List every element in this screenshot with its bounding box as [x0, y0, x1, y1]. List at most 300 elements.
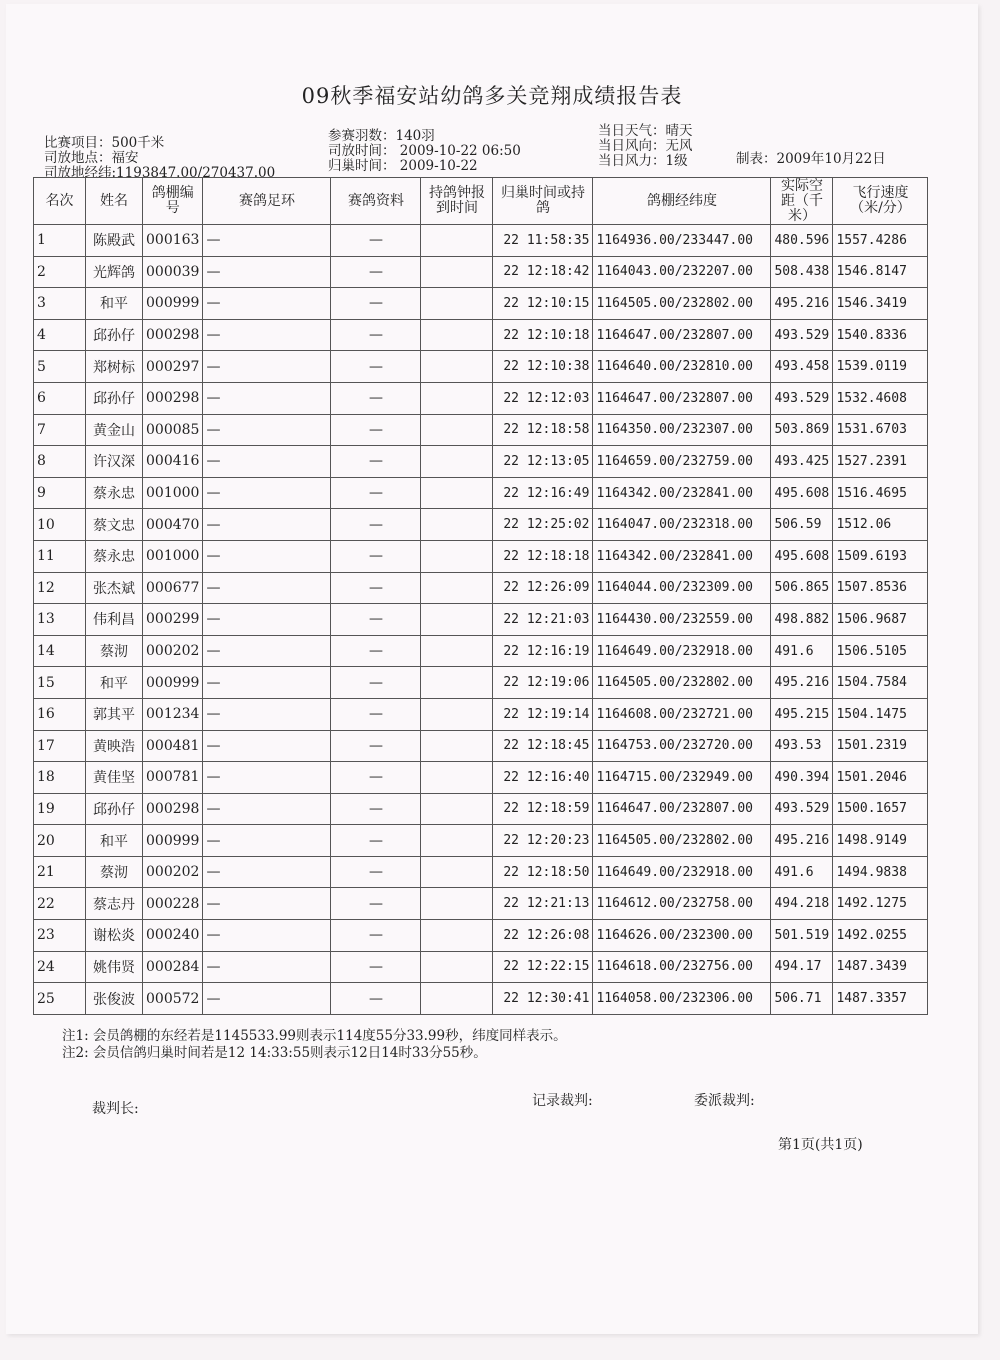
cell-name: 郑树标	[86, 351, 143, 383]
cell-coords: 1164649.00/232918.00	[593, 856, 771, 888]
table-row	[34, 983, 928, 1015]
cell-speed: 1512.06	[833, 509, 928, 541]
cell-coords: 1164505.00/232802.00	[593, 288, 771, 320]
meta-release-place: 司放地点：福安	[44, 150, 139, 166]
cell-loft-no: 000163	[143, 225, 203, 257]
cell-clock-time	[421, 414, 493, 446]
meta-release-time: 司放时间： 2009-10-22 06:50	[328, 143, 521, 159]
footnote-1: 注1: 会员鸽棚的东经若是1145533.99则表示114度55分33.99秒，纬度同样表示。	[62, 1028, 567, 1044]
cell-distance: 503.869	[771, 414, 833, 446]
cell-clock-time	[421, 635, 493, 667]
table-row	[34, 762, 928, 794]
cell-speed: 1504.1475	[833, 698, 928, 730]
cell-distance: 506.865	[771, 572, 833, 604]
cell-distance: 495.216	[771, 825, 833, 857]
cell-ring: —	[203, 319, 331, 351]
cell-clock-time	[421, 256, 493, 288]
cell-clock-time	[421, 382, 493, 414]
table-row	[34, 509, 928, 541]
cell-info: —	[331, 225, 421, 257]
cell-name: 姚伟贤	[86, 951, 143, 983]
cell-distance: 508.438	[771, 256, 833, 288]
cell-rank: 1	[34, 225, 86, 257]
col-header-name: 姓名	[86, 178, 143, 225]
cell-speed: 1539.0119	[833, 351, 928, 383]
cell-ring: —	[203, 477, 331, 509]
meta-entries: 参赛羽数：140羽	[328, 128, 435, 144]
cell-coords: 1164659.00/232759.00	[593, 446, 771, 478]
cell-loft-no: 001000	[143, 477, 203, 509]
cell-coords: 1164342.00/232841.00	[593, 477, 771, 509]
cell-name: 邱孙仔	[86, 319, 143, 351]
cell-arrival: 22 12:26:09	[493, 572, 593, 604]
cell-speed: 1546.8147	[833, 256, 928, 288]
cell-rank: 18	[34, 762, 86, 794]
cell-ring: —	[203, 288, 331, 320]
cell-name: 伟利昌	[86, 604, 143, 636]
cell-name: 张杰斌	[86, 572, 143, 604]
cell-distance: 495.608	[771, 540, 833, 572]
cell-rank: 14	[34, 635, 86, 667]
cell-clock-time	[421, 351, 493, 383]
cell-rank: 13	[34, 604, 86, 636]
cell-info: —	[331, 888, 421, 920]
cell-info: —	[331, 288, 421, 320]
results-table	[33, 177, 928, 1015]
cell-clock-time	[421, 319, 493, 351]
cell-clock-time	[421, 920, 493, 952]
cell-name: 蔡永忠	[86, 477, 143, 509]
cell-rank: 11	[34, 540, 86, 572]
footnote-2: 注2: 会员信鸽归巢时间若是12 14:33:55则表示12日14时33分55秒。	[62, 1045, 487, 1061]
cell-speed: 1492.0255	[833, 920, 928, 952]
cell-distance: 491.6	[771, 856, 833, 888]
cell-name: 郭其平	[86, 698, 143, 730]
cell-loft-no: 000202	[143, 856, 203, 888]
cell-speed: 1509.6193	[833, 540, 928, 572]
cell-coords: 1164430.00/232559.00	[593, 604, 771, 636]
cell-info: —	[331, 572, 421, 604]
cell-info: —	[331, 856, 421, 888]
cell-arrival: 22 12:10:18	[493, 319, 593, 351]
cell-speed: 1506.5105	[833, 635, 928, 667]
cell-rank: 21	[34, 856, 86, 888]
cell-info: —	[331, 983, 421, 1015]
cell-speed: 1546.3419	[833, 288, 928, 320]
table-row	[34, 225, 928, 257]
table-row	[34, 382, 928, 414]
meta-weather-info	[598, 124, 693, 169]
cell-coords: 1164047.00/232318.00	[593, 509, 771, 541]
meta-weather: 当日天气：晴天	[598, 123, 693, 139]
cell-speed: 1507.8536	[833, 572, 928, 604]
meta-wind-direction: 当日风向：无风	[598, 138, 693, 154]
cell-speed: 1501.2319	[833, 730, 928, 762]
meta-return-time: 归巢时间： 2009-10-22	[328, 158, 478, 174]
cell-clock-time	[421, 730, 493, 762]
cell-clock-time	[421, 888, 493, 920]
table-header-row	[34, 178, 928, 225]
cell-ring: —	[203, 382, 331, 414]
cell-arrival: 22 12:16:49	[493, 477, 593, 509]
cell-clock-time	[421, 604, 493, 636]
table-row	[34, 730, 928, 762]
cell-rank: 23	[34, 920, 86, 952]
col-header-speed: 飞行速度（米/分）	[833, 178, 928, 225]
cell-arrival: 22 12:21:03	[493, 604, 593, 636]
cell-info: —	[331, 667, 421, 699]
signature-appointed-judge: 委派裁判:	[694, 1093, 755, 1109]
cell-speed: 1487.3439	[833, 951, 928, 983]
meta-race-item: 比赛项目：500千米	[44, 135, 165, 151]
cell-speed: 1498.9149	[833, 825, 928, 857]
cell-clock-time	[421, 698, 493, 730]
cell-ring: —	[203, 920, 331, 952]
cell-arrival: 22 12:21:13	[493, 888, 593, 920]
cell-distance: 493.529	[771, 793, 833, 825]
cell-ring: —	[203, 414, 331, 446]
cell-name: 黄佳坚	[86, 762, 143, 794]
cell-name: 蔡沏	[86, 856, 143, 888]
col-header-distance: 实际空距（千米）	[771, 178, 833, 225]
cell-distance: 493.458	[771, 351, 833, 383]
cell-coords: 1164044.00/232309.00	[593, 572, 771, 604]
cell-arrival: 22 12:16:40	[493, 762, 593, 794]
cell-ring: —	[203, 983, 331, 1015]
cell-name: 邱孙仔	[86, 793, 143, 825]
cell-info: —	[331, 825, 421, 857]
table-row	[34, 477, 928, 509]
meta-wind-force: 当日风力：1级	[598, 153, 688, 169]
cell-ring: —	[203, 825, 331, 857]
cell-coords: 1164043.00/232207.00	[593, 256, 771, 288]
cell-rank: 7	[34, 414, 86, 446]
cell-rank: 22	[34, 888, 86, 920]
cell-name: 谢松炎	[86, 920, 143, 952]
table-row	[34, 604, 928, 636]
cell-clock-time	[421, 762, 493, 794]
cell-info: —	[331, 730, 421, 762]
cell-info: —	[331, 698, 421, 730]
cell-clock-time	[421, 509, 493, 541]
cell-arrival: 22 12:13:05	[493, 446, 593, 478]
cell-clock-time	[421, 856, 493, 888]
table-row	[34, 856, 928, 888]
cell-speed: 1494.9838	[833, 856, 928, 888]
cell-coords: 1164647.00/232807.00	[593, 319, 771, 351]
cell-rank: 10	[34, 509, 86, 541]
signature-record-judge: 记录裁判:	[532, 1093, 593, 1109]
cell-arrival: 22 11:58:35	[493, 225, 593, 257]
col-header-ring: 赛鸽足环	[203, 178, 331, 225]
cell-info: —	[331, 951, 421, 983]
cell-rank: 6	[34, 382, 86, 414]
table-row	[34, 288, 928, 320]
cell-info: —	[331, 509, 421, 541]
cell-arrival: 22 12:18:18	[493, 540, 593, 572]
cell-name: 邱孙仔	[86, 382, 143, 414]
cell-arrival: 22 12:18:58	[493, 414, 593, 446]
table-row	[34, 667, 928, 699]
cell-coords: 1164647.00/232807.00	[593, 793, 771, 825]
meta-release-coords: 司放地经纬:1193847.00/270437.00	[44, 165, 276, 181]
signature-chief-judge: 裁判长:	[92, 1101, 139, 1117]
cell-rank: 25	[34, 983, 86, 1015]
cell-distance: 495.216	[771, 288, 833, 320]
cell-coords: 1164936.00/233447.00	[593, 225, 771, 257]
cell-distance: 506.71	[771, 983, 833, 1015]
table-row	[34, 793, 928, 825]
cell-arrival: 22 12:18:45	[493, 730, 593, 762]
cell-info: —	[331, 762, 421, 794]
cell-clock-time	[421, 288, 493, 320]
cell-rank: 20	[34, 825, 86, 857]
meta-time-info	[328, 129, 521, 174]
cell-loft-no: 000298	[143, 793, 203, 825]
cell-distance: 480.596	[771, 225, 833, 257]
cell-loft-no: 000228	[143, 888, 203, 920]
cell-loft-no: 000416	[143, 446, 203, 478]
cell-distance: 498.882	[771, 604, 833, 636]
cell-speed: 1501.2046	[833, 762, 928, 794]
cell-loft-no: 000572	[143, 983, 203, 1015]
cell-ring: —	[203, 793, 331, 825]
cell-rank: 9	[34, 477, 86, 509]
cell-arrival: 22 12:19:14	[493, 698, 593, 730]
col-header-info: 赛鸽资料	[331, 178, 421, 225]
cell-info: —	[331, 540, 421, 572]
cell-distance: 493.53	[771, 730, 833, 762]
cell-coords: 1164715.00/232949.00	[593, 762, 771, 794]
cell-distance: 493.529	[771, 319, 833, 351]
cell-coords: 1164640.00/232810.00	[593, 351, 771, 383]
report-title: 09秋季福安站幼鸽多关竞翔成绩报告表	[301, 84, 683, 108]
cell-arrival: 22 12:18:50	[493, 856, 593, 888]
cell-name: 张俊波	[86, 983, 143, 1015]
table-row	[34, 446, 928, 478]
table-row	[34, 951, 928, 983]
cell-info: —	[331, 256, 421, 288]
cell-ring: —	[203, 730, 331, 762]
cell-clock-time	[421, 951, 493, 983]
cell-speed: 1540.8336	[833, 319, 928, 351]
cell-loft-no: 000999	[143, 667, 203, 699]
cell-rank: 17	[34, 730, 86, 762]
cell-info: —	[331, 635, 421, 667]
cell-distance: 506.59	[771, 509, 833, 541]
cell-loft-no: 000299	[143, 604, 203, 636]
cell-speed: 1532.4608	[833, 382, 928, 414]
cell-clock-time	[421, 540, 493, 572]
cell-distance: 495.216	[771, 667, 833, 699]
table-row	[34, 635, 928, 667]
cell-loft-no: 000470	[143, 509, 203, 541]
table-row	[34, 414, 928, 446]
cell-info: —	[331, 446, 421, 478]
cell-name: 陈殿武	[86, 225, 143, 257]
cell-info: —	[331, 477, 421, 509]
cell-loft-no: 000781	[143, 762, 203, 794]
meta-report-date: 制表：2009年10月22日	[736, 151, 886, 167]
cell-loft-no: 000481	[143, 730, 203, 762]
cell-arrival: 22 12:10:15	[493, 288, 593, 320]
cell-info: —	[331, 414, 421, 446]
cell-name: 黄金山	[86, 414, 143, 446]
cell-rank: 3	[34, 288, 86, 320]
cell-rank: 19	[34, 793, 86, 825]
cell-ring: —	[203, 698, 331, 730]
cell-rank: 16	[34, 698, 86, 730]
cell-clock-time	[421, 572, 493, 604]
cell-loft-no: 000999	[143, 288, 203, 320]
cell-clock-time	[421, 793, 493, 825]
cell-ring: —	[203, 446, 331, 478]
cell-arrival: 22 12:12:03	[493, 382, 593, 414]
cell-distance: 493.529	[771, 382, 833, 414]
page-number: 第1页(共1页)	[778, 1137, 863, 1153]
cell-coords: 1164608.00/232721.00	[593, 698, 771, 730]
cell-arrival: 22 12:19:06	[493, 667, 593, 699]
table-row	[34, 319, 928, 351]
cell-coords: 1164626.00/232300.00	[593, 920, 771, 952]
results-body	[34, 225, 928, 1015]
table-row	[34, 920, 928, 952]
col-header-coords: 鸽棚经纬度	[593, 178, 771, 225]
cell-coords: 1164647.00/232807.00	[593, 382, 771, 414]
cell-coords: 1164612.00/232758.00	[593, 888, 771, 920]
cell-rank: 24	[34, 951, 86, 983]
cell-loft-no: 000297	[143, 351, 203, 383]
cell-loft-no: 001000	[143, 540, 203, 572]
cell-distance: 493.425	[771, 446, 833, 478]
cell-rank: 5	[34, 351, 86, 383]
cell-coords: 1164350.00/232307.00	[593, 414, 771, 446]
cell-speed: 1557.4286	[833, 225, 928, 257]
cell-speed: 1487.3357	[833, 983, 928, 1015]
cell-ring: —	[203, 888, 331, 920]
cell-info: —	[331, 351, 421, 383]
cell-rank: 15	[34, 667, 86, 699]
table-row	[34, 825, 928, 857]
col-header-arrival: 归巢时间或持鸽	[493, 178, 593, 225]
cell-name: 和平	[86, 667, 143, 699]
cell-ring: —	[203, 635, 331, 667]
cell-speed: 1531.6703	[833, 414, 928, 446]
cell-info: —	[331, 793, 421, 825]
table-row	[34, 698, 928, 730]
cell-coords: 1164505.00/232802.00	[593, 667, 771, 699]
cell-distance: 494.218	[771, 888, 833, 920]
cell-loft-no: 000284	[143, 951, 203, 983]
cell-clock-time	[421, 667, 493, 699]
cell-ring: —	[203, 540, 331, 572]
cell-arrival: 22 12:25:02	[493, 509, 593, 541]
cell-speed: 1516.4695	[833, 477, 928, 509]
cell-coords: 1164058.00/232306.00	[593, 983, 771, 1015]
cell-ring: —	[203, 667, 331, 699]
cell-loft-no: 000298	[143, 382, 203, 414]
cell-rank: 12	[34, 572, 86, 604]
cell-arrival: 22 12:30:41	[493, 983, 593, 1015]
cell-loft-no: 000240	[143, 920, 203, 952]
cell-coords: 1164618.00/232756.00	[593, 951, 771, 983]
table-row	[34, 540, 928, 572]
cell-info: —	[331, 604, 421, 636]
cell-arrival: 22 12:16:19	[493, 635, 593, 667]
cell-info: —	[331, 382, 421, 414]
cell-ring: —	[203, 762, 331, 794]
cell-distance: 491.6	[771, 635, 833, 667]
cell-clock-time	[421, 477, 493, 509]
cell-loft-no: 000298	[143, 319, 203, 351]
cell-loft-no: 001234	[143, 698, 203, 730]
cell-clock-time	[421, 825, 493, 857]
cell-rank: 8	[34, 446, 86, 478]
cell-speed: 1492.1275	[833, 888, 928, 920]
cell-distance: 501.519	[771, 920, 833, 952]
cell-ring: —	[203, 572, 331, 604]
cell-coords: 1164649.00/232918.00	[593, 635, 771, 667]
cell-distance: 494.17	[771, 951, 833, 983]
cell-name: 和平	[86, 288, 143, 320]
cell-rank: 4	[34, 319, 86, 351]
cell-distance: 495.608	[771, 477, 833, 509]
table-row	[34, 572, 928, 604]
cell-name: 蔡沏	[86, 635, 143, 667]
cell-arrival: 22 12:26:08	[493, 920, 593, 952]
cell-ring: —	[203, 256, 331, 288]
cell-loft-no: 000085	[143, 414, 203, 446]
cell-loft-no: 000202	[143, 635, 203, 667]
cell-arrival: 22 12:10:38	[493, 351, 593, 383]
cell-arrival: 22 12:18:42	[493, 256, 593, 288]
cell-speed: 1504.7584	[833, 667, 928, 699]
cell-clock-time	[421, 983, 493, 1015]
cell-speed: 1527.2391	[833, 446, 928, 478]
table-row	[34, 351, 928, 383]
cell-loft-no: 000677	[143, 572, 203, 604]
meta-race-info	[44, 136, 275, 181]
cell-ring: —	[203, 225, 331, 257]
cell-name: 和平	[86, 825, 143, 857]
cell-loft-no: 000999	[143, 825, 203, 857]
table-row	[34, 888, 928, 920]
cell-clock-time	[421, 225, 493, 257]
cell-ring: —	[203, 951, 331, 983]
cell-speed: 1500.1657	[833, 793, 928, 825]
cell-distance: 495.215	[771, 698, 833, 730]
cell-ring: —	[203, 604, 331, 636]
col-header-clock-time: 持鸽钟报到时间	[421, 178, 493, 225]
cell-info: —	[331, 920, 421, 952]
cell-speed: 1506.9687	[833, 604, 928, 636]
col-header-loft-no: 鸽棚编号	[143, 178, 203, 225]
cell-name: 黄映浩	[86, 730, 143, 762]
cell-name: 许汉深	[86, 446, 143, 478]
cell-name: 蔡永忠	[86, 540, 143, 572]
col-header-rank: 名次	[34, 178, 86, 225]
cell-clock-time	[421, 446, 493, 478]
cell-name: 蔡志丹	[86, 888, 143, 920]
table-row	[34, 256, 928, 288]
cell-distance: 490.394	[771, 762, 833, 794]
cell-name: 光辉鸽	[86, 256, 143, 288]
cell-ring: —	[203, 509, 331, 541]
cell-arrival: 22 12:20:23	[493, 825, 593, 857]
cell-ring: —	[203, 351, 331, 383]
cell-ring: —	[203, 856, 331, 888]
cell-arrival: 22 12:22:15	[493, 951, 593, 983]
